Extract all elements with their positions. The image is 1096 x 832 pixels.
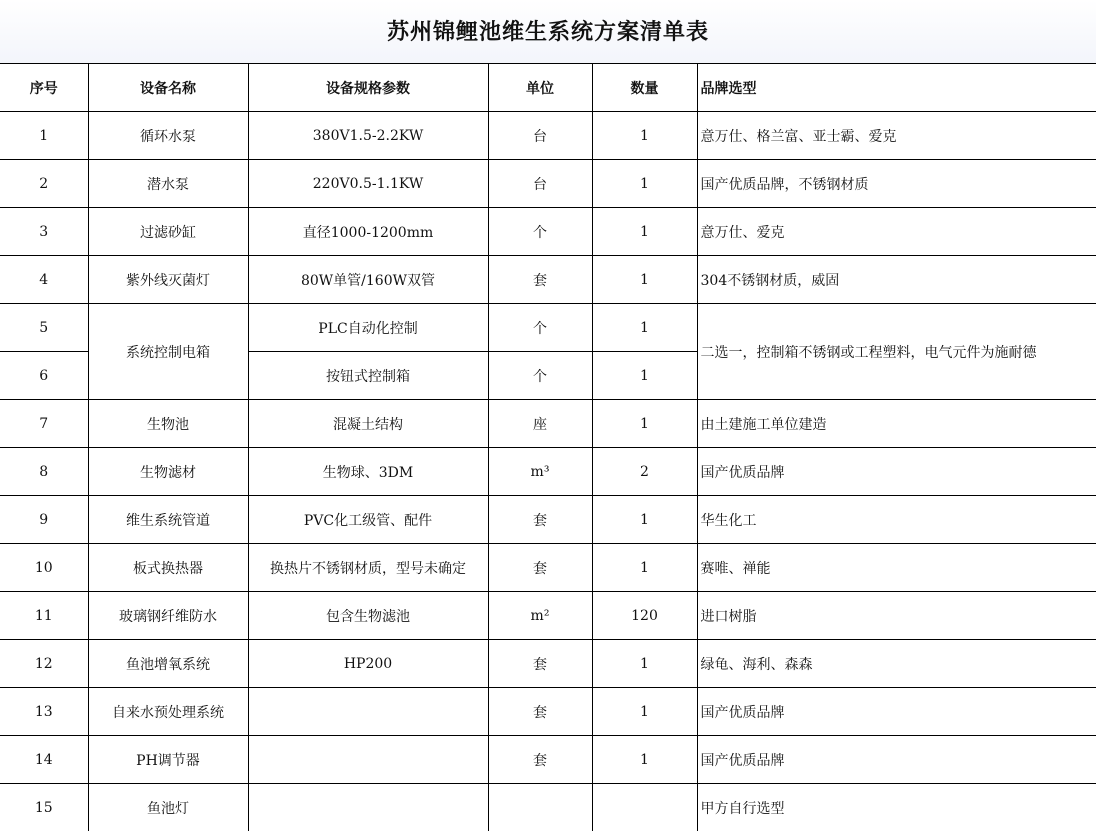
table-row xyxy=(0,688,1096,736)
cell-unit[interactable]: 个 xyxy=(488,304,592,352)
cell-spec[interactable]: PVC化工级管、配件 xyxy=(248,496,488,544)
header-unit[interactable]: 单位 xyxy=(488,64,592,112)
cell-brand[interactable]: 国产优质品牌 xyxy=(697,688,1096,736)
cell-no[interactable]: 4 xyxy=(0,256,88,304)
table-row xyxy=(0,256,1096,304)
cell-name[interactable]: 过滤砂缸 xyxy=(88,208,248,256)
cell-no[interactable]: 7 xyxy=(0,400,88,448)
header-name[interactable]: 设备名称 xyxy=(88,64,248,112)
cell-no[interactable]: 9 xyxy=(0,496,88,544)
cell-qty[interactable]: 1 xyxy=(592,160,697,208)
cell-brand[interactable]: 国产优质品牌 xyxy=(697,448,1096,496)
cell-brand[interactable]: 华生化工 xyxy=(697,496,1096,544)
cell-unit[interactable]: 个 xyxy=(488,208,592,256)
cell-brand[interactable]: 国产优质品牌，不锈钢材质 xyxy=(697,160,1096,208)
cell-brand[interactable]: 意万仕、爱克 xyxy=(697,208,1096,256)
cell-spec[interactable]: 混凝土结构 xyxy=(248,400,488,448)
cell-qty[interactable]: 1 xyxy=(592,736,697,784)
cell-qty[interactable]: 1 xyxy=(592,304,697,352)
cell-unit[interactable]: m³ xyxy=(488,448,592,496)
cell-qty[interactable]: 1 xyxy=(592,256,697,304)
sheet-title: 苏州锦鲤池维生系统方案清单表 xyxy=(386,19,709,45)
cell-brand[interactable]: 由土建施工单位建造 xyxy=(697,400,1096,448)
cell-brand[interactable]: 304不锈钢材质，威固 xyxy=(697,256,1096,304)
header-brand[interactable]: 品牌选型 xyxy=(697,64,1096,112)
cell-unit[interactable]: 套 xyxy=(488,256,592,304)
cell-no[interactable]: 3 xyxy=(0,208,88,256)
cell-qty[interactable]: 1 xyxy=(592,208,697,256)
cell-brand[interactable]: 意万仕、格兰富、亚士霸、爱克 xyxy=(697,112,1096,160)
table-row xyxy=(0,544,1096,592)
cell-no[interactable]: 13 xyxy=(0,688,88,736)
header-row xyxy=(0,64,1096,112)
table-row xyxy=(0,208,1096,256)
cell-name[interactable]: 鱼池灯 xyxy=(88,784,248,832)
cell-brand[interactable]: 国产优质品牌 xyxy=(697,736,1096,784)
cell-spec[interactable] xyxy=(248,736,488,784)
cell-unit[interactable]: m² xyxy=(488,592,592,640)
table-row xyxy=(0,112,1096,160)
cell-spec[interactable]: 直径1000-1200mm xyxy=(248,208,488,256)
cell-no[interactable]: 6 xyxy=(0,352,88,400)
cell-name[interactable]: 生物滤材 xyxy=(88,448,248,496)
cell-unit[interactable]: 座 xyxy=(488,400,592,448)
cell-no[interactable]: 1 xyxy=(0,112,88,160)
cell-name[interactable]: 鱼池增氧系统 xyxy=(88,640,248,688)
cell-unit[interactable]: 台 xyxy=(488,112,592,160)
cell-qty[interactable]: 1 xyxy=(592,496,697,544)
cell-no[interactable]: 12 xyxy=(0,640,88,688)
cell-spec[interactable]: 按钮式控制箱 xyxy=(248,352,488,400)
cell-no[interactable]: 5 xyxy=(0,304,88,352)
table-row xyxy=(0,448,1096,496)
cell-unit[interactable]: 套 xyxy=(488,688,592,736)
cell-unit[interactable]: 套 xyxy=(488,736,592,784)
cell-qty[interactable]: 1 xyxy=(592,400,697,448)
cell-no[interactable]: 14 xyxy=(0,736,88,784)
cell-unit[interactable]: 个 xyxy=(488,352,592,400)
cell-unit[interactable]: 台 xyxy=(488,160,592,208)
cell-brand[interactable]: 进口树脂 xyxy=(697,592,1096,640)
table-row xyxy=(0,592,1096,640)
cell-qty[interactable]: 1 xyxy=(592,688,697,736)
cell-name[interactable]: 潜水泵 xyxy=(88,160,248,208)
cell-name[interactable]: 生物池 xyxy=(88,400,248,448)
table-row xyxy=(0,160,1096,208)
cell-qty[interactable]: 120 xyxy=(592,592,697,640)
cell-name-merged[interactable]: 系统控制电箱 xyxy=(88,304,248,400)
cell-brand[interactable]: 赛唯、禅能 xyxy=(697,544,1096,592)
cell-name[interactable]: 自来水预处理系统 xyxy=(88,688,248,736)
cell-spec[interactable]: 220V0.5-1.1KW xyxy=(248,160,488,208)
cell-name[interactable]: PH调节器 xyxy=(88,736,248,784)
cell-name[interactable]: 紫外线灭菌灯 xyxy=(88,256,248,304)
cell-brand[interactable]: 甲方自行选型 xyxy=(697,784,1096,832)
cell-qty[interactable]: 1 xyxy=(592,544,697,592)
cell-spec[interactable] xyxy=(248,688,488,736)
cell-no[interactable]: 10 xyxy=(0,544,88,592)
table-row xyxy=(0,736,1096,784)
cell-no[interactable]: 11 xyxy=(0,592,88,640)
cell-no[interactable]: 2 xyxy=(0,160,88,208)
header-qty[interactable]: 数量 xyxy=(592,64,697,112)
cell-spec[interactable]: 换热片不锈钢材质，型号未确定 xyxy=(248,544,488,592)
cell-spec[interactable]: 380V1.5-2.2KW xyxy=(248,112,488,160)
cell-spec[interactable]: PLC自动化控制 xyxy=(248,304,488,352)
cell-name[interactable]: 板式换热器 xyxy=(88,544,248,592)
cell-qty[interactable]: 2 xyxy=(592,448,697,496)
equipment-table xyxy=(0,63,1096,831)
cell-spec[interactable]: 80W单管/160W双管 xyxy=(248,256,488,304)
table-row xyxy=(0,400,1096,448)
cell-qty[interactable]: 1 xyxy=(592,352,697,400)
header-spec[interactable]: 设备规格参数 xyxy=(248,64,488,112)
cell-name[interactable]: 维生系统管道 xyxy=(88,496,248,544)
cell-spec[interactable]: 包含生物滤池 xyxy=(248,592,488,640)
cell-name[interactable]: 玻璃钢纤维防水 xyxy=(88,592,248,640)
cell-qty[interactable]: 1 xyxy=(592,640,697,688)
header-no[interactable]: 序号 xyxy=(0,64,88,112)
cell-qty[interactable]: 1 xyxy=(592,112,697,160)
cell-unit[interactable] xyxy=(488,784,592,832)
table-row xyxy=(0,304,1096,352)
cell-brand-merged[interactable]: 二选一，控制箱不锈钢或工程塑料，电气元件为施耐德 xyxy=(697,304,1096,400)
cell-unit[interactable]: 套 xyxy=(488,544,592,592)
cell-qty[interactable] xyxy=(592,784,697,832)
cell-brand[interactable]: 绿龟、海利、森森 xyxy=(697,640,1096,688)
cell-unit[interactable]: 套 xyxy=(488,496,592,544)
table-row xyxy=(0,640,1096,688)
cell-no[interactable]: 8 xyxy=(0,448,88,496)
table-row xyxy=(0,784,1096,832)
cell-no[interactable]: 15 xyxy=(0,784,88,832)
cell-unit[interactable]: 套 xyxy=(488,640,592,688)
cell-spec[interactable]: HP200 xyxy=(248,640,488,688)
table-row xyxy=(0,496,1096,544)
cell-spec[interactable] xyxy=(248,784,488,832)
cell-spec[interactable]: 生物球、3DM xyxy=(248,448,488,496)
cell-name[interactable]: 循环水泵 xyxy=(88,112,248,160)
